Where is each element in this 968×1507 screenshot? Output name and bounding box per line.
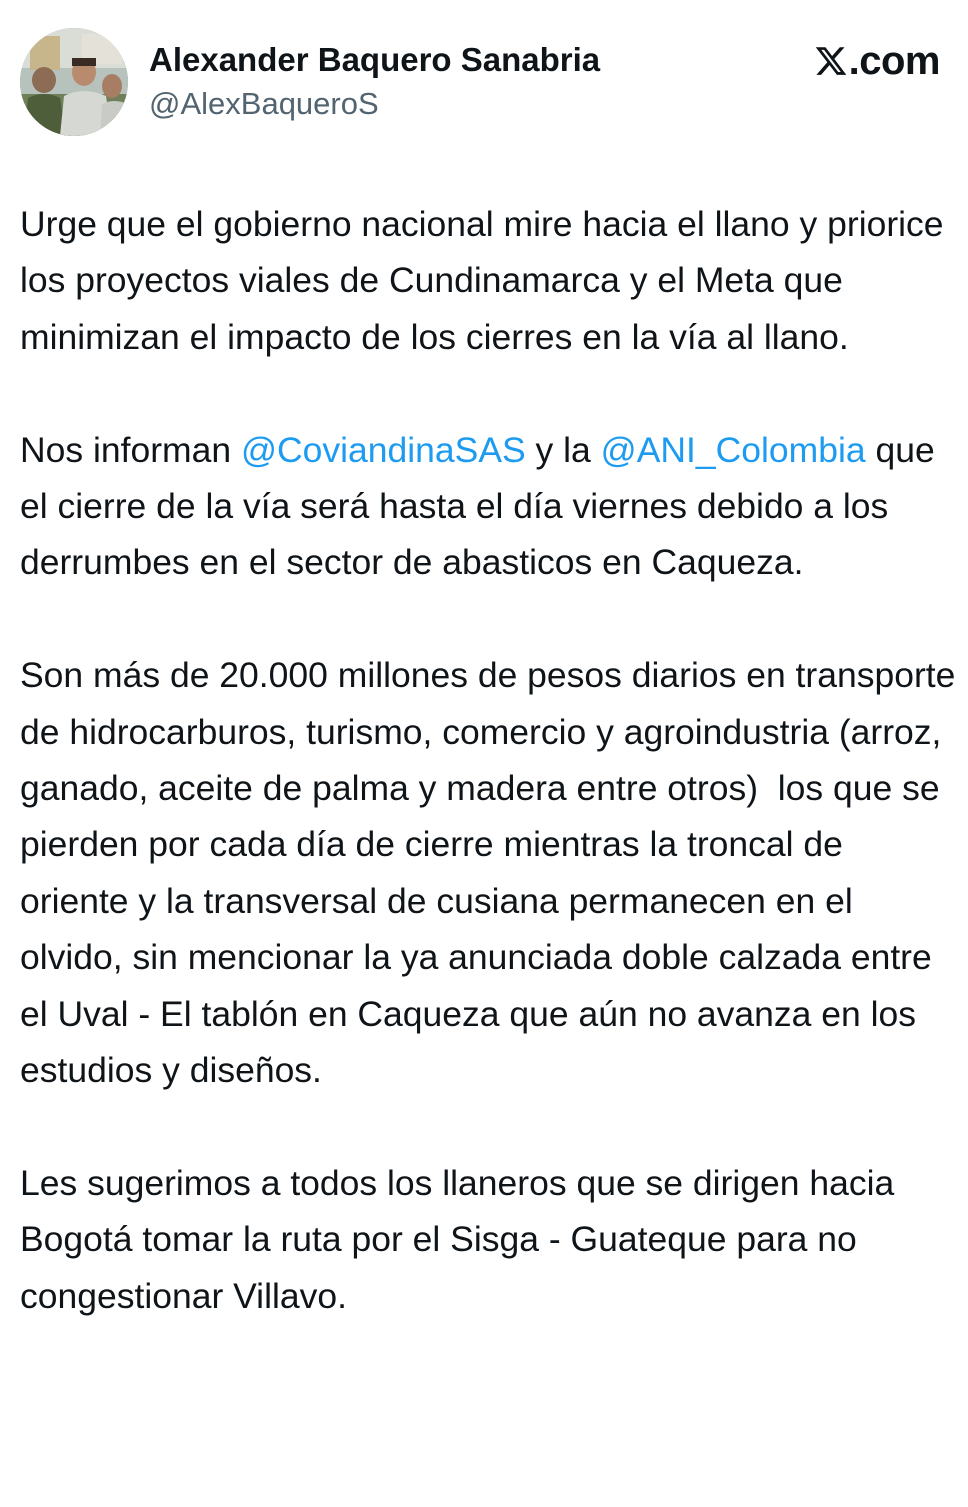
mention-coviandina[interactable]: @CoviandinaSAS — [240, 429, 526, 470]
profile-photo — [20, 28, 128, 136]
tweet-paragraph-1: Urge que el gobierno nacional mire hacia el llano y priorice los proyectos viales de Cundinamarca y el Meta que minimizan el impacto de los cierres en la vía al llano. — [20, 204, 954, 357]
author-display-name[interactable]: Alexander Baquero Sanabria — [149, 41, 601, 78]
mention-ani-colombia[interactable]: @ANI_Colombia — [600, 429, 866, 470]
brand-domain-text: .com — [848, 39, 940, 83]
paragraph-text: Nos informan — [20, 429, 241, 470]
paragraph-text: que el cierre de la vía será hasta el día viernes debido a los derrumbes en el sector de abasticos en Caqueza. — [20, 429, 945, 583]
x-logo-icon — [814, 44, 848, 78]
author-info — [149, 38, 600, 124]
tweet-header — [0, 0, 968, 160]
tweet-paragraph-3: Son más de 20.000 millones de pesos diarios en transporte de hidrocarburos, turismo, comercio y agroindustria (arroz, ganado, aceite de palma y madera entre otros) los que se pierden por cada día de cierre mientras la troncal de oriente y la transversal de cusiana permanecen en el olvido, sin mencionar la ya anunciada doble calzada entre el Uval - El tablón en Caqueza que aún no avanza en los estudios y diseños. — [20, 655, 966, 1091]
paragraph-text: y la — [525, 429, 601, 470]
tweet-paragraph-2 — [20, 422, 960, 591]
avatar[interactable] — [20, 28, 128, 136]
tweet-text — [20, 196, 966, 1324]
x-brand[interactable] — [814, 38, 940, 84]
tweet-paragraph-4: Les sugerimos a todos los llaneros que se dirigen hacia Bogotá tomar la ruta por el Sisga - Guateque para no congestionar Villavo. — [20, 1162, 905, 1316]
author-handle[interactable]: @AlexBaqueroS — [149, 86, 379, 121]
